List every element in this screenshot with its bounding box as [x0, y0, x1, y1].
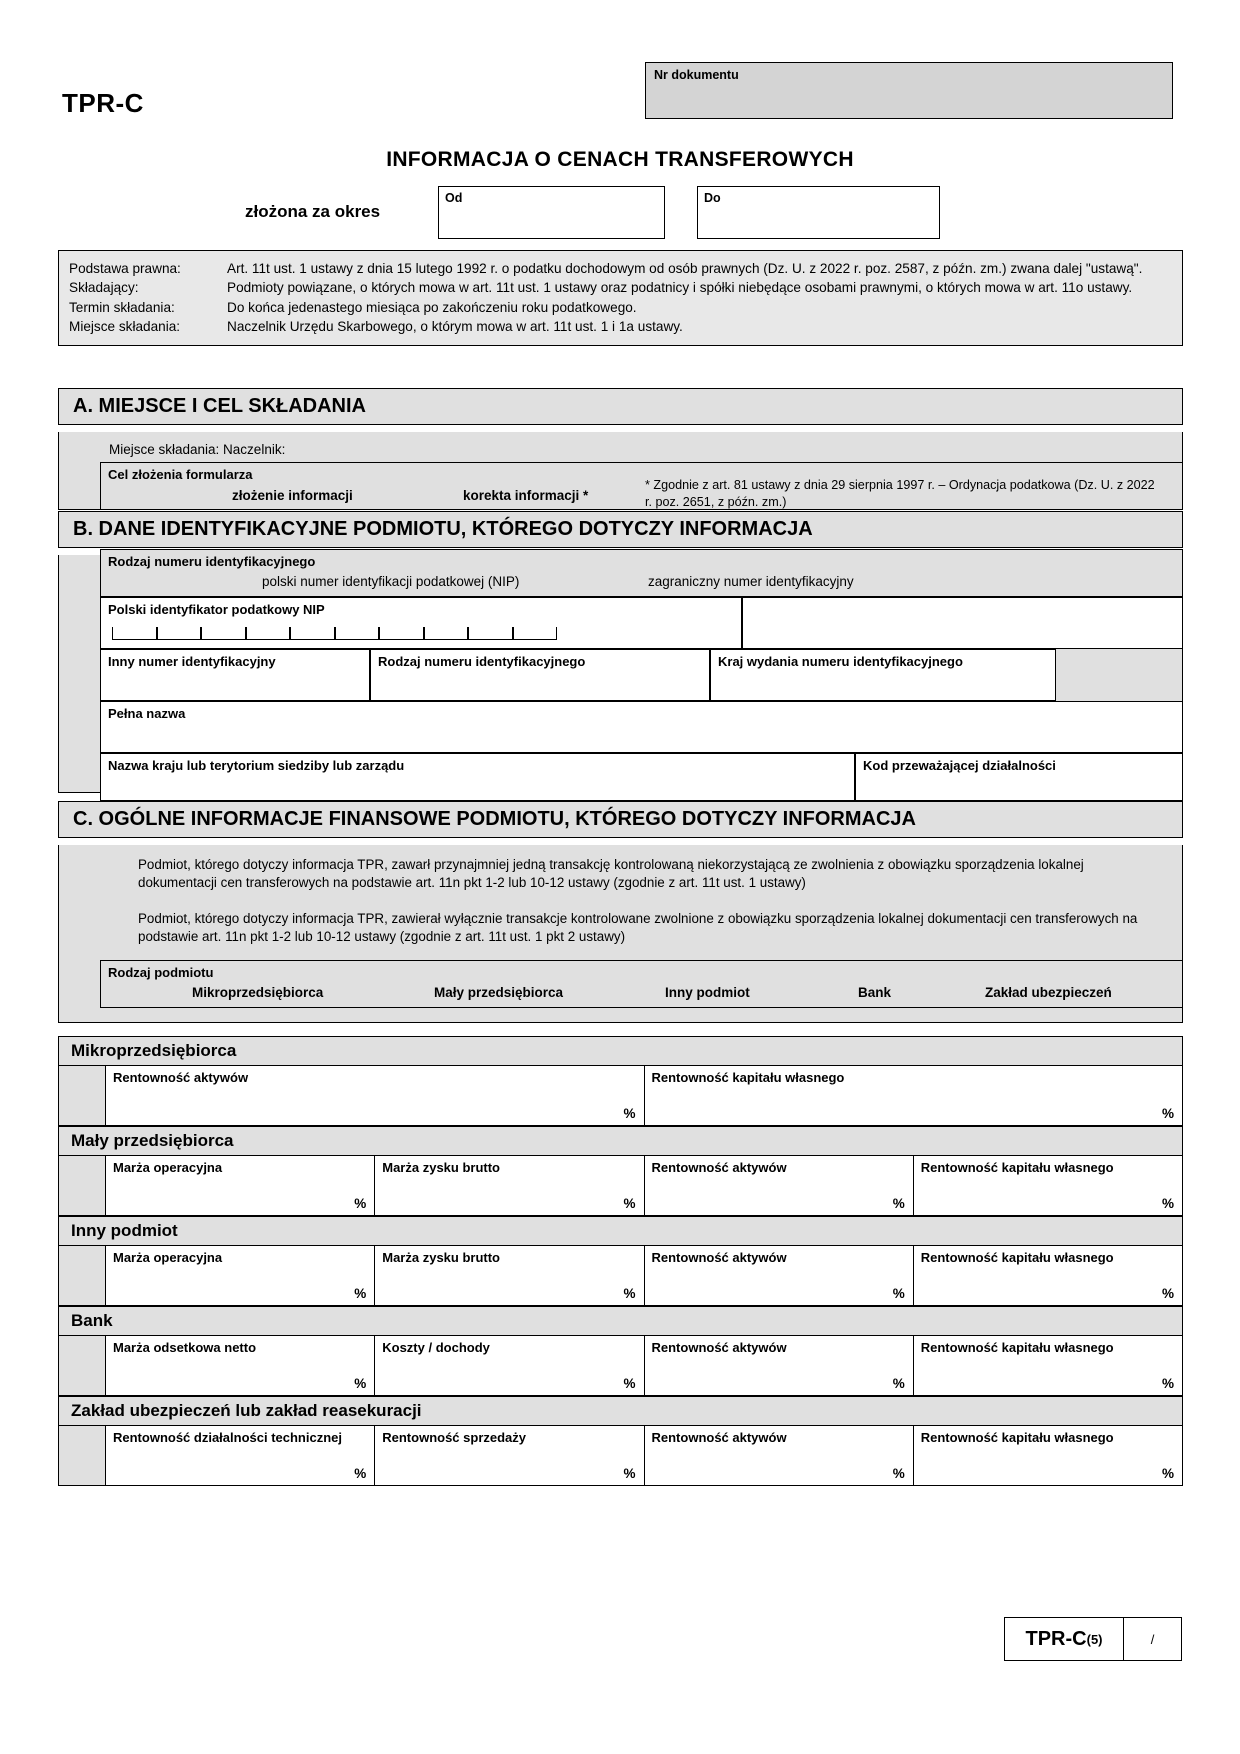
field-unit: % [1161, 1196, 1174, 1211]
field-unit: % [892, 1286, 905, 1301]
field-insurance-roe[interactable] [914, 1426, 1182, 1485]
field-unit: % [354, 1286, 367, 1301]
nip-digit-group [379, 627, 424, 640]
issuing-country-field[interactable] [710, 649, 1056, 701]
field-unit: % [354, 1196, 367, 1211]
section-b-title: B. DANE IDENTYFIKACYJNE PODMIOTU, KTÓREGO DOTYCZY INFORMACJA [58, 511, 1183, 548]
row-spacer [59, 1156, 106, 1215]
country-seat-label: Nazwa kraju lub terytorium siedziby lub zarządu [108, 758, 405, 773]
id-option-nip[interactable] [262, 574, 519, 589]
nip-digit-group [290, 627, 335, 640]
page-title: INFORMACJA O CENACH TRANSFEROWYCH [386, 148, 854, 171]
activity-code-label: Kod przeważającej działalności [863, 758, 1056, 773]
field-other-roa[interactable] [645, 1246, 914, 1305]
group-title-insurance: Zakład ubezpieczeń lub zakład reasekuracji [58, 1396, 1183, 1426]
section-a-title: A. MIEJSCE I CEL SKŁADANIA [58, 388, 1183, 425]
id-type-label: Rodzaj numeru identyfikacyjnego [108, 554, 316, 569]
entity-type-option-micro[interactable] [192, 985, 323, 1000]
field-small-gross-margin[interactable] [375, 1156, 644, 1215]
section-c-title: C. OGÓLNE INFORMACJE FINANSOWE PODMIOTU, KTÓREGO DOTYCZY INFORMACJA [58, 801, 1183, 838]
id-option-foreign-label: zagraniczny numer identyfikacyjny [648, 574, 854, 589]
field-insurance-sales-profitability[interactable] [375, 1426, 644, 1485]
footer-version: (5) [1086, 1631, 1103, 1647]
field-label: Rentowność aktywów [651, 1340, 787, 1355]
period-from-label: Od [445, 191, 463, 205]
entity-type-label: Rodzaj podmiotu [108, 965, 214, 980]
entity-type-option-label: Mikroprzedsiębiorca [192, 985, 324, 1000]
field-other-roe[interactable] [914, 1246, 1182, 1305]
field-label: Rentowność kapitału własnego [651, 1070, 845, 1085]
field-label: Rentowność aktywów [113, 1070, 249, 1085]
full-name-label: Pełna nazwa [108, 706, 186, 721]
section-c-paragraph-1[interactable]: Podmiot, którego dotyczy informacja TPR, zawarł przynajmniej jedną transakcję kontrolowaną niekorzystającą ze zwolnienia z obowiązku sporządzenia lokalnej dokumentacji cen transferowych na podstawie art. 11n pkt 1-2 lub 10-12 ustawy (zgodnie z art. 11t ust. 1 ustawy) [138, 857, 1084, 891]
entity-type-option-insurance[interactable] [985, 985, 1112, 1000]
nip-digit-group [246, 627, 291, 640]
group-row-bank [58, 1336, 1183, 1396]
field-bank-cost-income[interactable] [375, 1336, 644, 1395]
field-label: Marża operacyjna [113, 1250, 223, 1265]
period-to-label: Do [704, 191, 721, 205]
field-unit: % [892, 1196, 905, 1211]
id-option-nip-label: polski numer identyfikacji podatkowej (NIP) [262, 574, 520, 589]
footer-box [1004, 1617, 1182, 1661]
entity-type-box [100, 960, 1183, 1008]
field-unit: % [623, 1466, 636, 1481]
purpose-option-correction[interactable] [463, 488, 588, 503]
field-micro-roe[interactable] [645, 1066, 1183, 1125]
legal-key: Miejsce składania: [69, 319, 181, 335]
field-unit: % [1161, 1376, 1174, 1391]
field-unit: % [892, 1466, 905, 1481]
group-title-bank: Bank [58, 1306, 1183, 1336]
legal-row [69, 298, 1172, 317]
field-unit: % [623, 1196, 636, 1211]
country-seat-field[interactable] [100, 753, 855, 801]
field-unit: % [623, 1286, 636, 1301]
purpose-option-correction-label: korekta informacji * [463, 488, 589, 503]
field-unit: % [892, 1376, 905, 1391]
entity-type-option-small[interactable] [434, 985, 563, 1000]
row-spacer [59, 1336, 106, 1395]
field-label: Rentowność aktywów [651, 1160, 787, 1175]
full-name-field[interactable] [100, 701, 1183, 753]
group-title-small: Mały przedsiębiorca [58, 1126, 1183, 1156]
field-unit: % [623, 1376, 636, 1391]
field-label: Rentowność kapitału własnego [920, 1160, 1114, 1175]
group-row-micro [58, 1066, 1183, 1126]
nip-digit-group [424, 627, 469, 640]
field-unit: % [623, 1106, 636, 1121]
document-number-field[interactable] [645, 62, 1173, 119]
group-row-other [58, 1246, 1183, 1306]
field-bank-roe[interactable] [914, 1336, 1182, 1395]
foreign-id-field[interactable] [742, 597, 1183, 649]
field-unit: % [1161, 1106, 1174, 1121]
field-unit: % [1161, 1466, 1174, 1481]
field-label: Rentowność kapitału własnego [920, 1340, 1114, 1355]
footer-form-code [1005, 1618, 1124, 1660]
issuing-country-label: Kraj wydania numeru identyfikacyjnego [718, 654, 963, 669]
other-id-number-label: Inny numer identyfikacyjny [108, 654, 276, 669]
nip-field[interactable] [100, 597, 742, 649]
legal-key: Podstawa prawna: [69, 261, 181, 276]
legal-value: Podmioty powiązane, o których mowa w art. 11t ust. 1 ustawy oraz podatnicy i spółki niebędące osobami prawnymi, o których mowa w art. 11o ustawy. [227, 280, 1133, 296]
field-label: Rentowność działalności technicznej [113, 1430, 342, 1445]
field-label: Rentowność aktywów [651, 1430, 787, 1445]
field-label: Rentowność sprzedaży [382, 1430, 527, 1445]
field-label: Rentowność aktywów [651, 1250, 787, 1265]
field-label: Koszty / dochody [382, 1340, 490, 1355]
group-row-insurance [58, 1426, 1183, 1486]
field-label: Marża odsetkowa netto [113, 1340, 257, 1355]
period-row [0, 186, 1240, 240]
section-c-paragraph-2[interactable]: Podmiot, którego dotyczy informacja TPR, zawierał wyłącznie transakcje kontrolowane zwolnione z obowiązku sporządzenia lokalnej dokumentacji cen transferowych na podstawie art. 11n pkt 1-2 lub 10-12 ustawy (zgodnie z art. 11t ust. 1 pkt 2 ustawy) [138, 911, 1138, 945]
field-label: Marża operacyjna [113, 1160, 223, 1175]
id-option-foreign[interactable] [648, 574, 854, 589]
form-code-title: TPR-C [62, 88, 144, 118]
legal-row [69, 259, 1172, 278]
nip-digit-group [468, 627, 513, 640]
footer-page-number: / [1150, 1631, 1155, 1647]
other-id-type-field[interactable] [370, 649, 710, 701]
field-unit: % [354, 1376, 367, 1391]
field-bank-net-interest-margin[interactable] [106, 1336, 375, 1395]
form-header [0, 0, 1240, 118]
row-spacer [59, 1246, 106, 1305]
period-from-field[interactable] [438, 186, 665, 239]
purpose-option-submit[interactable] [232, 488, 353, 503]
field-insurance-roa[interactable] [645, 1426, 914, 1485]
legal-value: Do końca jedenastego miesiąca po zakończeniu roku podatkowego. [227, 299, 637, 315]
entity-type-option-label: Mały przedsiębiorca [434, 985, 564, 1000]
legal-row [69, 278, 1172, 297]
activity-code-field[interactable] [855, 753, 1183, 801]
legal-key: Termin składania: [69, 299, 175, 315]
field-small-operating-margin[interactable] [106, 1156, 375, 1215]
field-label: Marża zysku brutto [382, 1160, 500, 1175]
field-other-gross-margin[interactable] [375, 1246, 644, 1305]
other-id-number-field[interactable] [100, 649, 370, 701]
period-to-field[interactable] [697, 186, 940, 239]
nip-digit-group [112, 627, 157, 640]
document-number-label: Nr dokumentu [654, 68, 739, 82]
group-row-small [58, 1156, 1183, 1216]
legal-value: Naczelnik Urzędu Skarbowego, o którym mowa w art. 11t ust. 1 i 1a ustawy. [227, 319, 683, 335]
field-small-roe[interactable] [914, 1156, 1182, 1215]
legal-key: Składający: [69, 280, 139, 296]
entity-type-option-label: Inny podmiot [665, 985, 750, 1000]
entity-type-option-bank[interactable] [858, 985, 891, 1000]
entity-type-option-other[interactable] [665, 985, 750, 1000]
nip-digit-group [513, 627, 558, 640]
field-micro-roa[interactable] [106, 1066, 645, 1125]
group-title-micro: Mikroprzedsiębiorca [58, 1036, 1183, 1066]
section-a-footnote: * Zgodnie z art. 81 ustawy z dnia 29 sierpnia 1997 r. – Ordynacja podatkowa (Dz. U. z 2022 r. poz. 2651, z późn. zm.) [645, 478, 1155, 509]
entity-type-option-label: Zakład ubezpieczeń [985, 985, 1112, 1000]
period-label: złożona za okres [245, 202, 381, 221]
field-label: Marża zysku brutto [382, 1250, 500, 1265]
field-insurance-technical-profitability[interactable] [106, 1426, 375, 1485]
field-other-operating-margin[interactable] [106, 1246, 375, 1305]
field-bank-roa[interactable] [645, 1336, 914, 1395]
field-label: Rentowność kapitału własnego [920, 1250, 1114, 1265]
nip-digit-group [157, 627, 202, 640]
purpose-label: Cel złożenia formularza [108, 467, 253, 482]
purpose-option-submit-label: złożenie informacji [232, 488, 353, 503]
field-unit: % [354, 1466, 367, 1481]
id-type-box [100, 549, 1183, 597]
legal-row [69, 317, 1172, 336]
legal-basis-block [58, 250, 1183, 346]
nip-digit-group [201, 627, 246, 640]
field-unit: % [1161, 1286, 1174, 1301]
footer-code-text: TPR-C [1025, 1627, 1087, 1650]
row-spacer [59, 1066, 106, 1125]
field-small-roa[interactable] [645, 1156, 914, 1215]
field-label: Rentowność kapitału własnego [920, 1430, 1114, 1445]
nip-digit-boxes[interactable] [112, 627, 557, 640]
entity-type-option-label: Bank [858, 985, 892, 1000]
nip-digit-group [335, 627, 380, 640]
nip-label: Polski identyfikator podatkowy NIP [108, 602, 325, 617]
legal-value: Art. 11t ust. 1 ustawy z dnia 15 lutego 1992 r. o podatku dochodowym od osób prawnych (Dz. U. z 2022 r. poz. 2587, z późn. zm.) zwana dalej "ustawą". [227, 261, 1143, 276]
row-spacer [59, 1426, 106, 1485]
place-of-submission-label: Miejsce składania: Naczelnik: [109, 442, 286, 457]
group-title-other: Inny podmiot [58, 1216, 1183, 1246]
other-id-type-label: Rodzaj numeru identyfikacyjnego [378, 654, 586, 669]
